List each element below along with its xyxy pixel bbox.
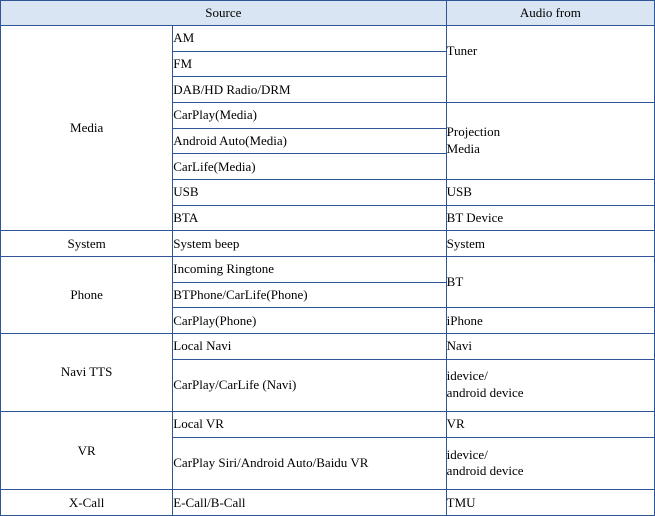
audio-cell: BT Device — [446, 205, 654, 231]
audio-cell — [446, 437, 654, 490]
detail-cell: CarPlay(Media) — [173, 102, 446, 128]
audio-cell: TMU — [446, 490, 654, 516]
table-row — [1, 26, 655, 52]
detail-cell: Local VR — [173, 412, 446, 438]
group-label-phone: Phone — [1, 256, 173, 333]
group-label-vr: VR — [1, 412, 173, 490]
audio-cell — [446, 359, 654, 412]
table-row — [1, 231, 655, 257]
audio-line-1: idevice/ — [446, 446, 488, 462]
audio-line-2: Media — [446, 140, 480, 156]
detail-cell: FM — [173, 51, 446, 77]
audio-cell: System — [446, 231, 654, 257]
group-label-x-call: X-Call — [1, 490, 173, 516]
detail-cell: USB — [173, 179, 446, 205]
detail-cell: BTPhone/CarLife(Phone) — [173, 282, 446, 308]
audio-cell-empty — [446, 77, 654, 103]
detail-cell: Incoming Ringtone — [173, 256, 446, 282]
detail-cell: System beep — [173, 231, 446, 257]
header-audio-from: Audio from — [446, 1, 654, 26]
table-row — [1, 256, 655, 282]
audio-line-1: idevice/ — [446, 368, 488, 384]
audio-cell: USB — [446, 179, 654, 205]
audio-line-2: android device — [446, 385, 524, 401]
detail-cell: CarPlay(Phone) — [173, 308, 446, 334]
detail-cell: AM — [173, 26, 446, 52]
audio-line-1: Projection — [446, 124, 501, 140]
audio-cell — [446, 102, 654, 179]
audio-cell: Navi — [446, 333, 654, 359]
audio-cell: Tuner — [446, 26, 654, 77]
table-header-row — [1, 1, 655, 26]
detail-cell: CarLife(Media) — [173, 154, 446, 180]
audio-cell: iPhone — [446, 308, 654, 334]
header-source: Source — [1, 1, 447, 26]
audio-cell: VR — [446, 412, 654, 438]
table-row — [1, 490, 655, 516]
table-row — [1, 412, 655, 438]
detail-cell: CarPlay/CarLife (Navi) — [173, 359, 446, 412]
detail-cell: E-Call/B-Call — [173, 490, 446, 516]
detail-cell: CarPlay Siri/Android Auto/Baidu VR — [173, 437, 446, 490]
detail-cell: BTA — [173, 205, 446, 231]
detail-cell: DAB/HD Radio/DRM — [173, 77, 446, 103]
audio-line-2: android device — [446, 463, 524, 479]
group-label-navi-tts: Navi TTS — [1, 333, 173, 411]
detail-cell: Android Auto(Media) — [173, 128, 446, 154]
audio-cell: BT — [446, 256, 654, 307]
detail-cell: Local Navi — [173, 333, 446, 359]
group-label-media: Media — [1, 26, 173, 231]
group-label-system: System — [1, 231, 173, 257]
table-row — [1, 333, 655, 359]
